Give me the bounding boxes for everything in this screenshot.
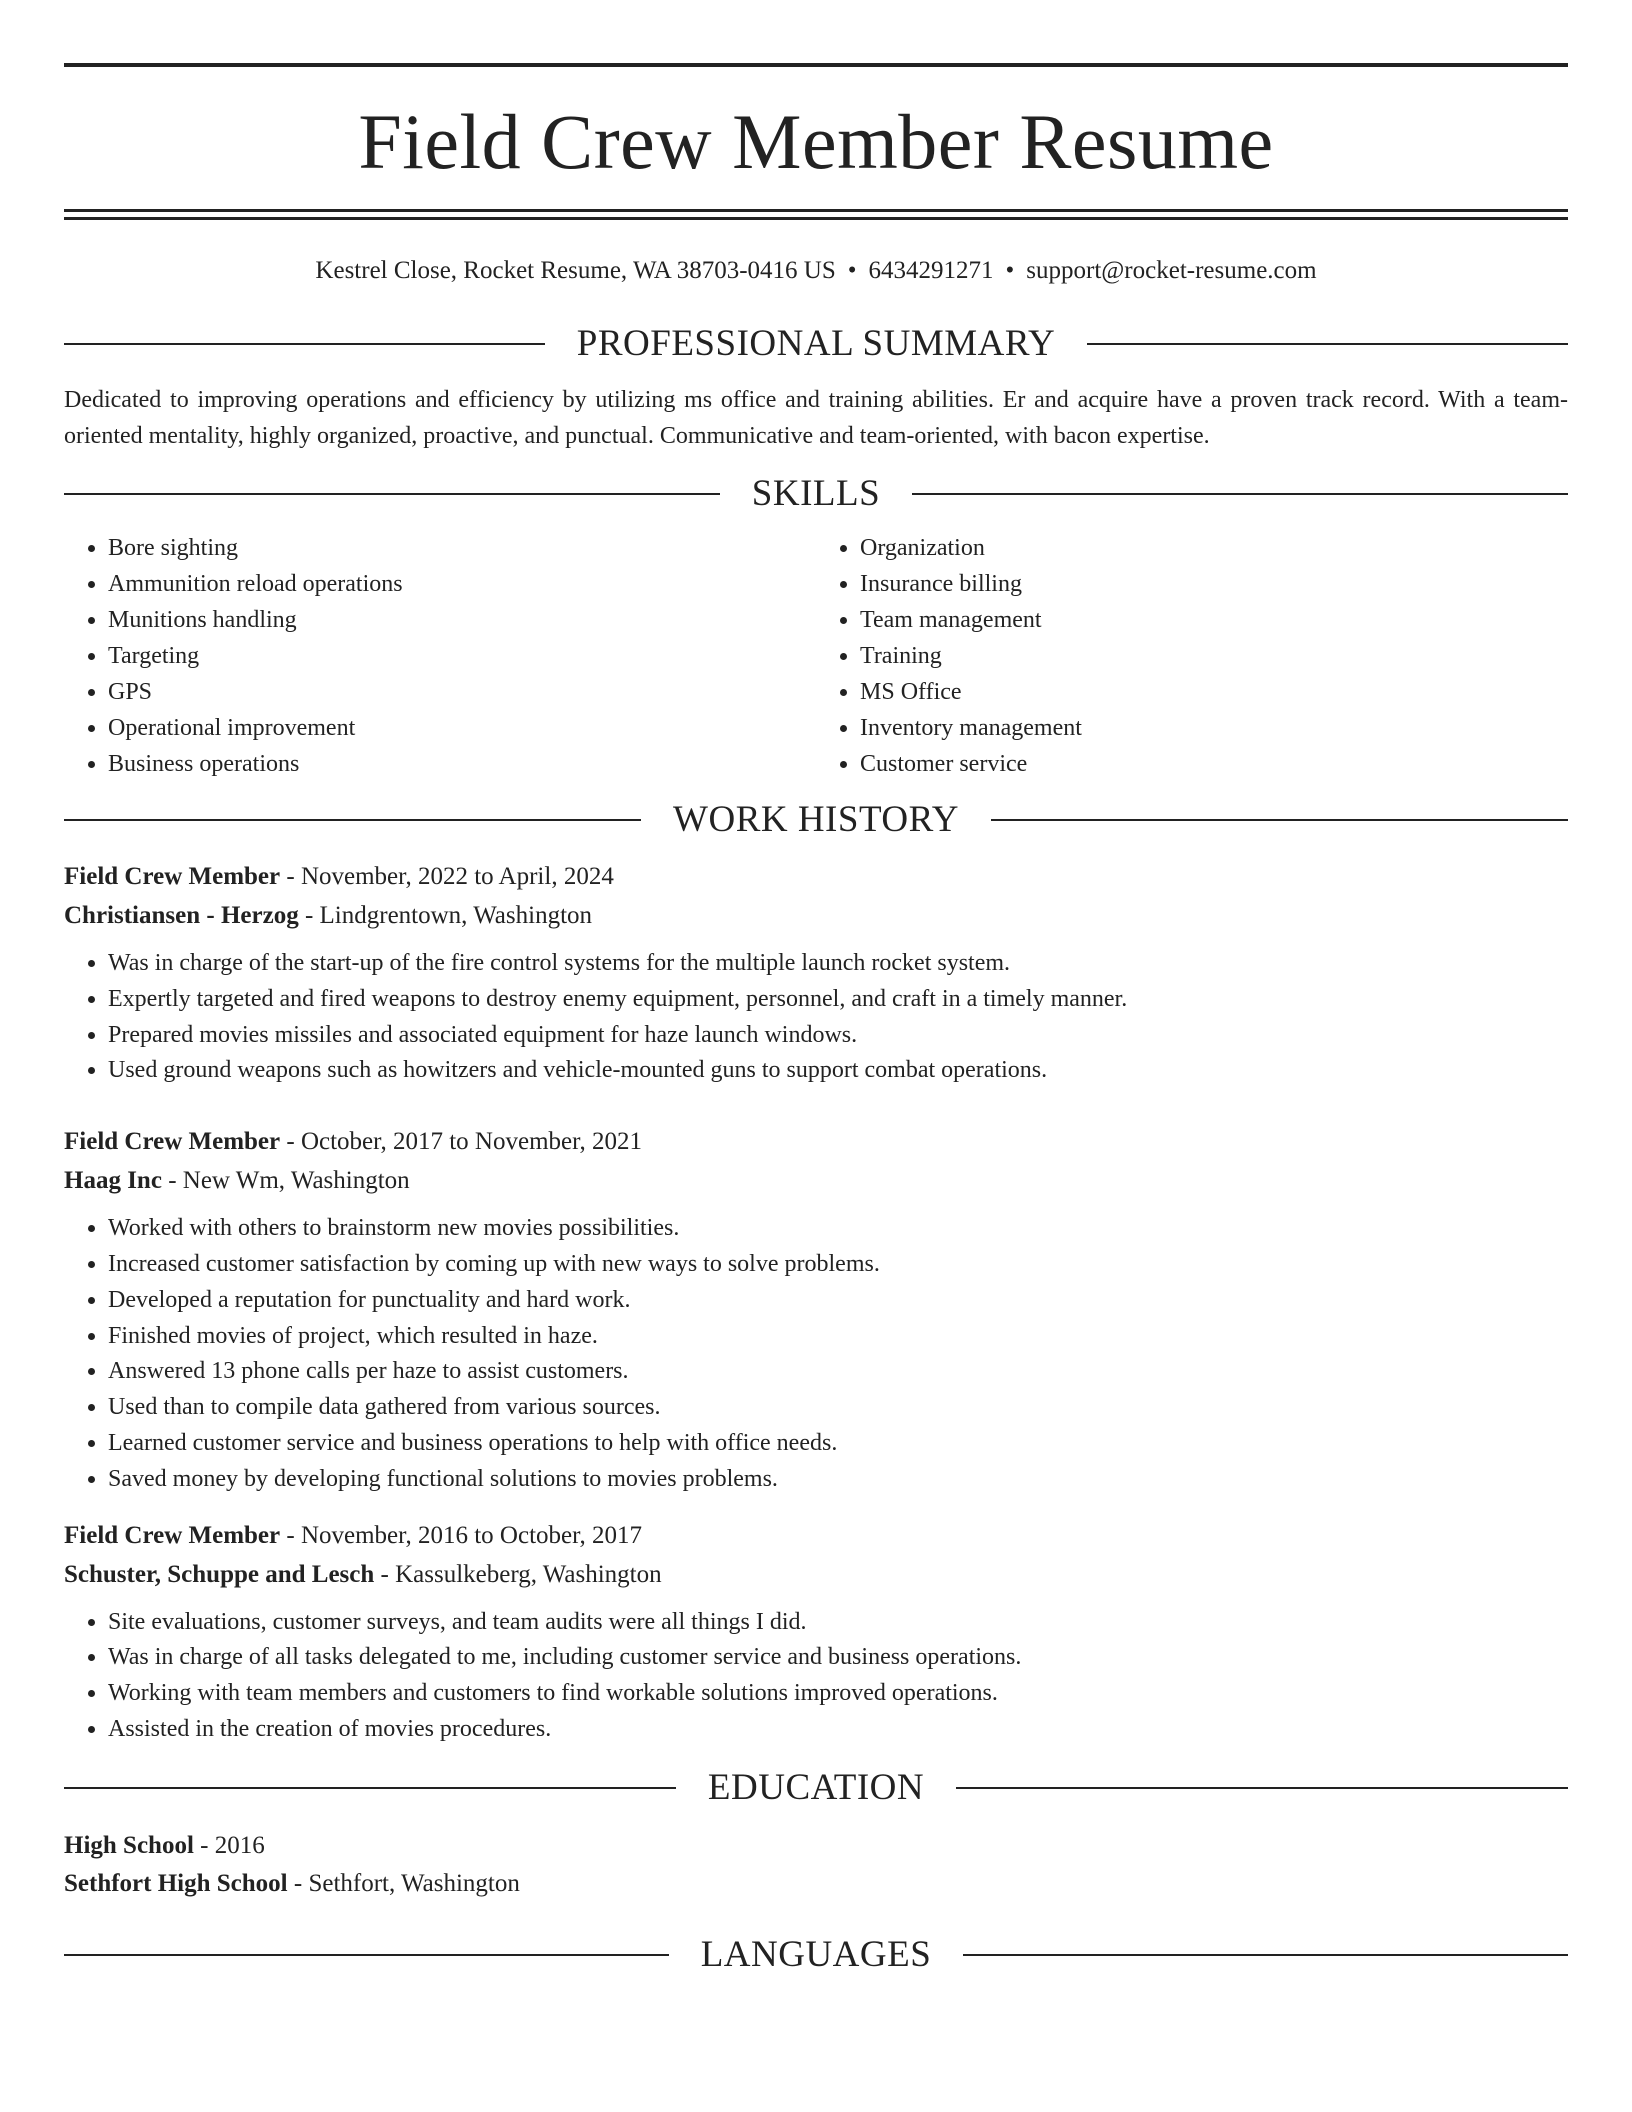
job-entry [64,857,1568,1089]
skill-item: • Team management [860,602,1568,638]
education-year: - 2016 [193,1831,265,1859]
resume-title: Field Crew Member Resume [358,98,1274,185]
job-title: Field Crew Member [64,1521,281,1549]
job-bullet: • Was in charge of the start-up of the fire control systems for the multiple launch rocket system. [108,946,1568,982]
heading-rule [956,1787,1568,1789]
heading-rule [64,819,641,821]
education-degree: High School [64,1831,194,1859]
education-location: - Sethfort, Washington [287,1869,520,1897]
skill-item: • Inventory management [860,710,1568,746]
job-bullets [64,946,1568,1089]
section-heading-languages [64,1933,1568,1977]
job-dates: - November, 2016 to October, 2017 [280,1521,642,1549]
education-school: Sethfort High School [64,1869,288,1897]
skill-item: • MS Office [860,674,1568,710]
resume-content [64,63,1568,1977]
heading-rule [64,493,720,495]
skill-item: • Munitions handling [108,602,816,638]
contact-separator: • [847,257,857,284]
contact-address: Kestrel Close, Rocket Resume, WA 38703-0416 US [315,257,836,284]
job-title-line [64,1122,1568,1161]
section-heading-summary [64,322,1568,366]
contact-phone: 6434291271 [868,257,994,284]
skill-item: • Operational improvement [108,710,816,746]
skill-item: • Customer service [860,746,1568,782]
job-bullet: • Developed a reputation for punctuality and hard work. [108,1283,1568,1319]
job-bullet: • Site evaluations, customer surveys, and team audits were all things I did. [108,1605,1568,1641]
heading-rule [991,819,1568,821]
job-company-line [64,1161,1568,1200]
contact-line [64,256,1568,286]
skills-column-left [64,530,816,782]
heading-rule [64,1787,676,1789]
skill-item: • Bore sighting [108,530,816,566]
job-dates: - October, 2017 to November, 2021 [280,1128,642,1156]
job-location: - Kassulkeberg, Washington [374,1560,662,1588]
education-degree-line [64,1827,1568,1865]
job-bullet: • Used than to compile data gathered from various sources. [108,1390,1568,1426]
heading-rule [912,493,1568,495]
job-title-line [64,1516,1568,1555]
job-company-line [64,1555,1568,1594]
job-company: Haag Inc [64,1167,162,1195]
summary-text: Dedicated to improving operations and efficiency by utilizing ms office and training abilities. Er and acquire have a proven track record. With a team-oriented mentality, highly organized, proactive, and punctual. Communicative and team-oriented, with bacon expertise. [64,387,1568,449]
contact-email: support@rocket-resume.com [1026,257,1317,284]
skill-item: • Targeting [108,638,816,674]
job-bullet: • Worked with others to brainstorm new movies possibilities. [108,1211,1568,1247]
job-company-line [64,896,1568,935]
section-heading-skills [64,472,1568,516]
job-entry [64,1516,1568,1748]
job-dates: - November, 2022 to April, 2024 [280,863,614,890]
job-bullet: • Used ground weapons such as howitzers and vehicle-mounted guns to support combat operations. [108,1053,1568,1089]
job-title: Field Crew Member [64,863,281,890]
heading-rule [1087,343,1568,345]
skill-item: • GPS [108,674,816,710]
section-heading-label: PROFESSIONAL SUMMARY [576,323,1056,364]
education-entry [64,1827,1568,1903]
job-company: Schuster, Schuppe and Lesch [64,1560,375,1588]
job-bullet: • Prepared movies missiles and associated equipment for haze launch windows. [108,1018,1568,1054]
skills-list [64,530,1568,782]
skill-item: • Training [860,638,1568,674]
job-bullet: • Finished movies of project, which resulted in haze. [108,1319,1568,1355]
job-location: - Lindgrentown, Washington [298,902,593,929]
heading-rule [963,1954,1568,1956]
job-title: Field Crew Member [64,1128,281,1156]
section-heading-label: LANGUAGES [700,1933,932,1975]
skills-column-right [816,530,1568,782]
contact-separator: • [1005,257,1015,284]
heading-rule [64,343,545,345]
job-bullet: • Answered 13 phone calls per haze to assist customers. [108,1354,1568,1390]
skill-item: • Insurance billing [860,566,1568,602]
job-entry [64,1122,1568,1497]
education-school-line [64,1865,1568,1903]
section-heading-work-history [64,798,1568,842]
section-heading-label: WORK HISTORY [673,799,959,840]
job-bullet: • Was in charge of all tasks delegated to me, including customer service and business operations. [108,1640,1568,1676]
job-bullets [64,1211,1568,1497]
job-bullet: • Increased customer satisfaction by coming up with new ways to solve problems. [108,1247,1568,1283]
job-bullet: • Learned customer service and business operations to help with office needs. [108,1426,1568,1462]
job-company: Christiansen - Herzog [64,902,299,929]
job-bullet: • Working with team members and customers to find workable solutions improved operations. [108,1676,1568,1712]
skill-item: • Business operations [108,746,816,782]
top-rule [64,63,1568,67]
job-title-line [64,857,1568,896]
job-bullet: • Assisted in the creation of movies procedures. [108,1712,1568,1748]
job-bullet: • Saved money by developing functional solutions to movies problems. [108,1462,1568,1498]
heading-rule [64,1954,669,1956]
title-double-rule [64,209,1568,220]
skill-item: • Organization [860,530,1568,566]
section-heading-education [64,1766,1568,1810]
section-heading-label: EDUCATION [707,1766,925,1808]
job-bullet: • Expertly targeted and fired weapons to destroy enemy equipment, personnel, and craft in a timely manner. [108,982,1568,1018]
job-location: - New Wm, Washington [161,1167,410,1195]
section-heading-label: SKILLS [751,473,881,514]
job-bullets [64,1605,1568,1748]
skill-item: • Ammunition reload operations [108,566,816,602]
